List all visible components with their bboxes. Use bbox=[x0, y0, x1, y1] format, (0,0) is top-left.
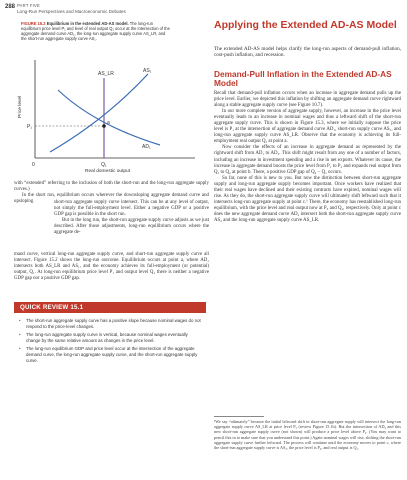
footnote: ¹We say “ultimately” because the initial leftward shift in short-run aggregate supply will intersect the long-run aggregate supply curve AS_LR at price level P₂ (review Figure 15.1b). But the intersection of AD₂ and this new short-run aggregate supply curve (not shown) will produce a price level above P₂. (You may want to pencil this in to make sure that you understand this point.) Again nominal wages will rise, shifting the short-run aggregate supply curve further leftward. The process will continue until the economy moves to point c, where the short-run aggregate supply curve is AS₂, the price level is P₃, and real output is Q₁. bbox=[214, 419, 401, 451]
section-heading-1: Applying the Extended AD-AS Model bbox=[214, 19, 397, 31]
figure-caption-text: The long-run equilibrium price level P₁ and level of real output Q₁ occur at the intersection of the aggregate demand curve AD₁, the long-run aggregate supply curve AS_LR, and the short-run aggregate supply curve AS₁. bbox=[21, 21, 170, 41]
part-label: PART FIVE bbox=[17, 3, 40, 8]
right-body: Recall that demand-pull inflation occurs when an increase in aggregate demand pulls up the price level. Earlier, we depicted this inflation by shifting an aggregate demand curve rightward along a stable aggregate supply curve (see Figure 10.7). In our more complete version of aggregate supply, however, an increase in the price level eventually leads to an increase in nominal wages and thus a leftward shift of the short-run aggregate supply curve. This is shown in Figure 15.3, where we initially suppose the price level is P₁ at the intersection of aggregate demand curve AD₁, short-run supply curve AS₁, and long-run aggregate supply curve AS_LR. Observe that the economy is achieving its full-employment real output Q₁ at point a. Now consider the effects of an increase in aggregate demand as represented by the rightward shift from AD₁ to AD₂. This shift might result from any one of a number of factors, including an increase in investment spending and a rise in net exports. Whatever its cause, the increase in aggregate demand boosts the price level from P₁ to P₂ and expands real output from Q₁ to Q₂ at point b. There, a positive GDP gap of Q₂ − Q₁ occurs. So far, none of this is new to you. But now the distinction between short-run aggregate supply and long-run aggregate supply becomes important. Once workers have realized that their real wages have declined and their existing contracts have expired, nominal wages will rise. As they do, the short-run aggregate supply curve will ultimately shift leftward such that it intersects long-run aggregate supply at point c.¹ There, the economy has reestablished long-run equilibrium, with the price level and real output now at P₃ and Q₁, respectively. Only at point c does the new aggregate demand curve AD₂ intersect both the short-run aggregate supply curve AS₂ and the long-run aggregate supply curve AS_LR. bbox=[214, 91, 401, 223]
figure-title: Equilibrium in the extended AD-AS model. bbox=[46, 21, 129, 26]
aslr-label: AS_LR bbox=[98, 71, 114, 77]
quick-review-list bbox=[18, 318, 202, 366]
figure-number: FIGURE 15.2 bbox=[21, 21, 46, 26]
ad1-label: AD₁ bbox=[142, 144, 151, 150]
q1-label: Q₁ bbox=[101, 162, 107, 168]
page-number: 288 bbox=[5, 4, 16, 10]
left-paragraph-3: mand curve, vertical long-run aggregate supply curve, and short-run aggregate supply curve all intersect. Figure 15.2 shows the long-run outcome. Equilibrium occurs at point a, where AD₁ intersects both AS_LR and AS₁, and the economy achieves its full-employment (or potential) output, Q₁. At long-run equilibrium price level P₁ and output level Q₁ there is neither a negative GDP gap nor a positive GDP gap. bbox=[14, 252, 209, 282]
quick-review-title: QUICK REVIEW 15.1 bbox=[14, 302, 206, 313]
origin-label: 0 bbox=[32, 162, 35, 168]
yaxis-label: Price level bbox=[18, 95, 23, 118]
footnote-rule bbox=[214, 416, 264, 417]
quick-review-item: • The long-run aggregate supply curve is vertical, because nominal wages eventually change by the same relative amount as changes in the price level. bbox=[18, 332, 202, 343]
quick-review-item: • The short-run aggregate supply curve has a positive slope because nominal wages do not respond to the price-level changes. bbox=[18, 318, 202, 329]
right-intro: The extended AD-AS model helps clarify the long-run aspects of demand-pull inflation, cost-push inflation, and recession. bbox=[214, 46, 401, 59]
left-paragraph-1: with “extended” referring to the inclusion of both the short-run and the long-run aggregate supply curves.) In the short run, equilibrium occurs wherever the downsloping aggregate demand curve and upsloping bbox=[14, 181, 209, 205]
point-label: a bbox=[107, 120, 110, 126]
left-paragraph-2: short-run aggregate supply curve intersect. This can be at any level of output, not simply the full-employment level. Either a negative GDP or a positive GDP gap is possible in the short run. But in the long run, the short-run aggregate supply curve adjusts as we just described. After those adjustments, long-run equilibrium occurs where the aggregate de- bbox=[54, 200, 209, 236]
equilibrium-point bbox=[102, 124, 106, 128]
as1-curve bbox=[50, 74, 148, 152]
xaxis-label: Real domestic output bbox=[85, 169, 131, 174]
as1-label: AS₁ bbox=[143, 68, 152, 74]
p1-label: P₁ bbox=[27, 124, 33, 130]
quick-review-item: • The long-run equilibrium GDP and price level occur at the intersection of the aggregate demand curve, the long-run aggregate supply curve, and the short-run aggregate supply curve. bbox=[18, 346, 202, 363]
running-head: Long-Run Perspectives and Macroeconomic Debates bbox=[17, 9, 126, 14]
section-heading-2: Demand-Pull Inflation in the Extended AD-AS Model bbox=[214, 69, 392, 89]
